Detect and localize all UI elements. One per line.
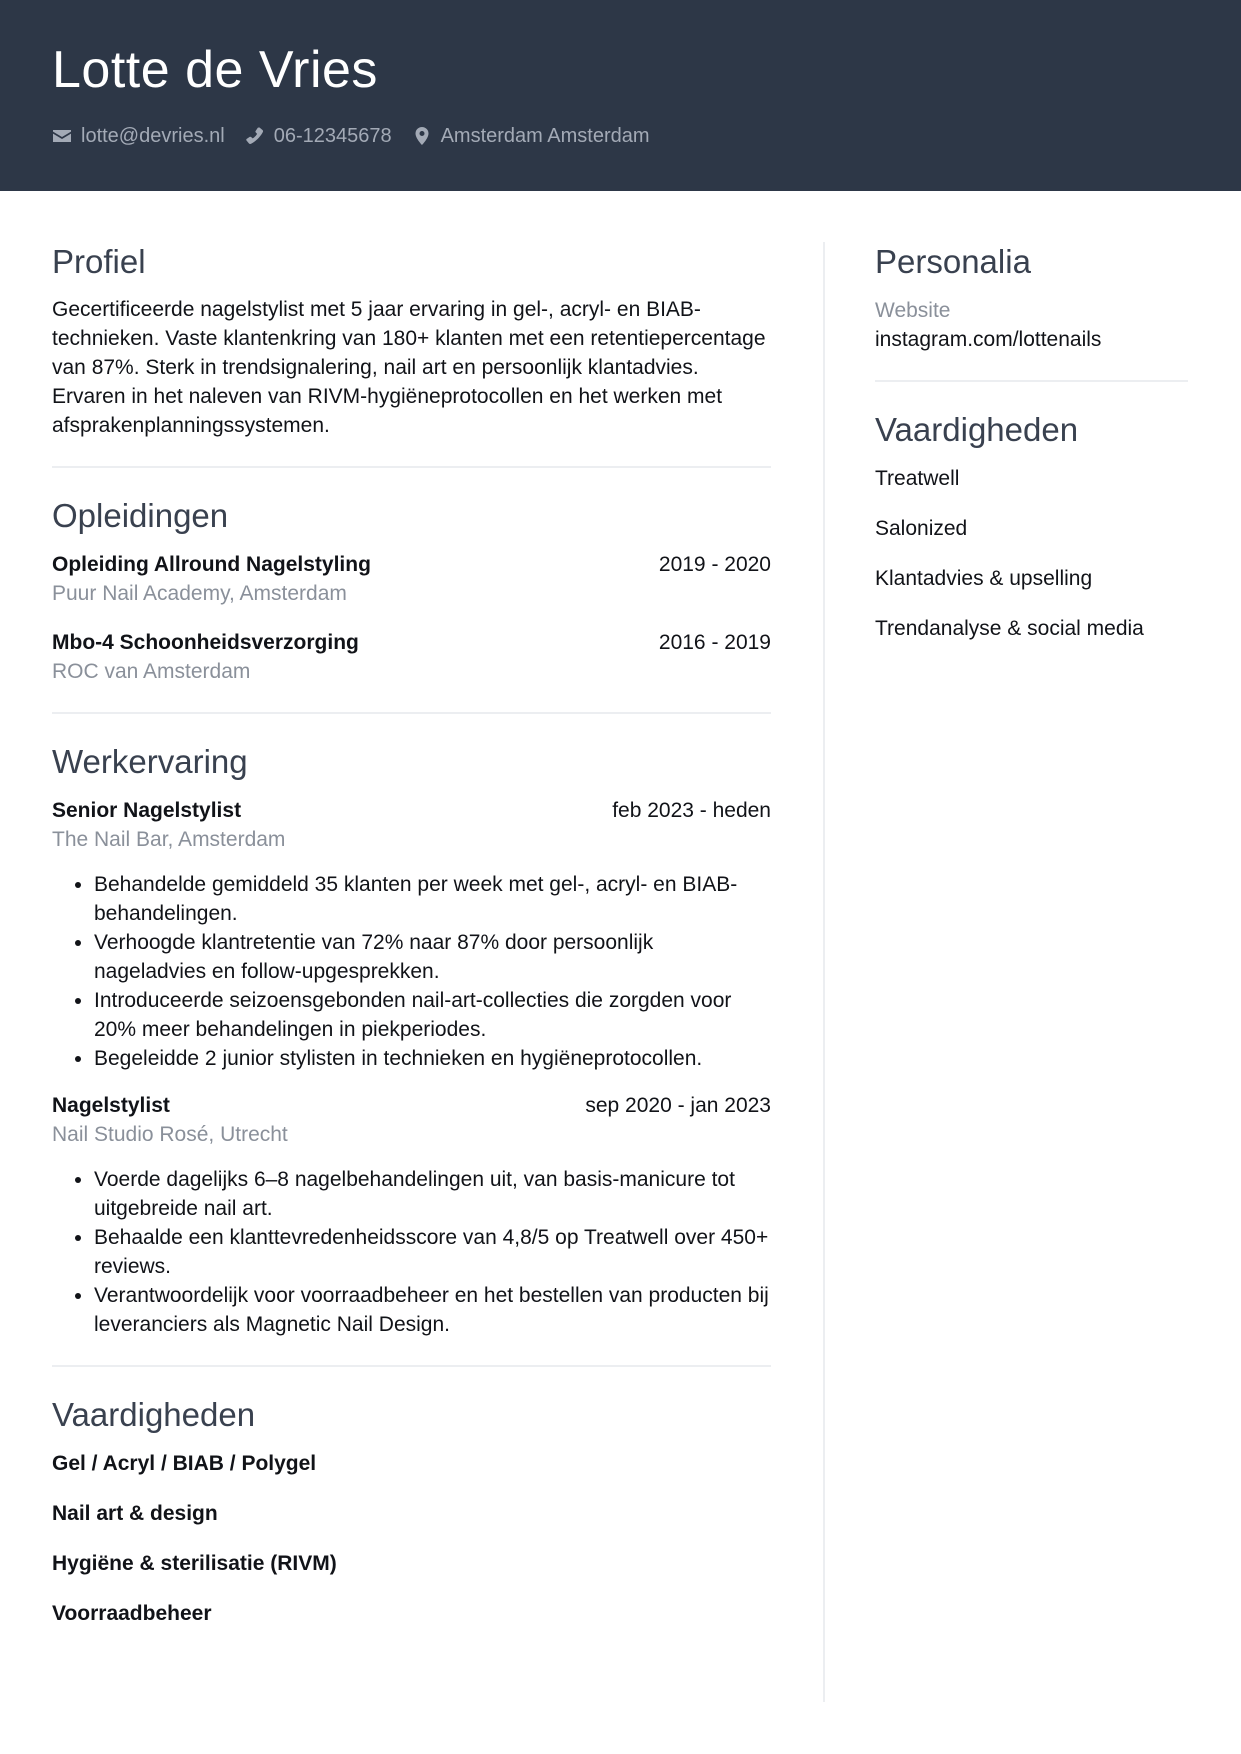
email-text: lotte@devries.nl [81,124,225,147]
sidebar [875,242,1188,664]
job-dates: feb 2023 - heden [612,799,771,822]
section-divider [52,466,771,468]
job-bullet: • Begeleidde 2 junior stylisten in technieken en hygiëneprotocollen. [94,1044,771,1073]
experience-section [52,742,771,1339]
sidebar-skill-item: Trendanalyse & social media [875,617,1144,640]
education-section [52,496,771,686]
contact-phone [245,125,392,148]
phone-icon [245,126,265,146]
education-heading: Opleidingen [52,497,229,534]
phone-text: 06-12345678 [273,124,392,147]
education-item [52,550,771,608]
column-divider [823,242,825,1702]
skill-item: Voorraadbeheer [52,1602,212,1625]
education-item [52,628,771,686]
job-company: Nail Studio Rosé, Utrecht [52,1123,288,1146]
education-dates: 2019 - 2020 [658,553,771,576]
job-bullets [52,1165,771,1339]
skills-heading: Vaardigheden [52,1396,256,1433]
personal-heading: Personalia [875,243,1031,280]
job-company: The Nail Bar, Amsterdam [52,828,286,851]
candidate-name: Lotte de Vries [52,41,378,99]
contact-email [52,125,225,148]
education-title: Opleiding Allround Nagelstyling [52,553,371,576]
profile-section [52,242,771,440]
job-item [52,1091,771,1339]
job-bullet: • Introduceerde seizoensgebonden nail-art-collecties die zorgden voor 20% meer behandelingen in piekperiodes. [94,986,771,1044]
job-bullets [52,870,771,1073]
skill-item: Hygiëne & sterilisatie (RIVM) [52,1552,337,1575]
job-title: Nagelstylist [52,1094,170,1117]
job-item [52,796,771,1073]
profile-text: Gecertificeerde nagelstylist met 5 jaar ervaring in gel-, acryl- en BIAB-technieken. Vaste klantenkring van 180+ klanten met een retentiepercentage van 87%. Sterk in trendsignalering, nail art en persoonlijk klantadvies. Ervaren in het naleven van RIVM-hygiëneprotocollen en het werken met afsprakenplanningssystemen. [52,298,766,437]
envelope-icon [52,126,72,146]
profile-heading: Profiel [52,243,146,280]
job-bullet: • Behaalde een klanttevredenheidsscore van 4,8/5 op Treatwell over 450+ reviews. [94,1223,771,1281]
contact-location [412,125,650,148]
job-bullet: • Verantwoordelijk voor voorraadbeheer en het bestellen van producten bij leveranciers als Magnetic Nail Design. [94,1281,771,1339]
sidebar-skill-item: Treatwell [875,467,960,490]
section-divider [875,380,1188,382]
skill-item: Gel / Acryl / BIAB / Polygel [52,1452,317,1475]
education-dates: 2016 - 2019 [658,631,771,654]
sidebar-skill-item: Salonized [875,517,968,540]
education-title: Mbo-4 Schoonheidsverzorging [52,631,359,654]
sidebar-skills-heading: Vaardigheden [875,411,1079,448]
job-title: Senior Nagelstylist [52,799,242,822]
map-pin-icon [412,126,432,146]
main-column [52,242,771,1649]
website-label: Website [875,299,951,322]
section-divider [52,1365,771,1367]
contact-bar [52,124,670,148]
education-school: Puur Nail Academy, Amsterdam [52,582,347,605]
skills-section [52,1395,771,1628]
header-banner [0,0,1241,191]
job-bullet: • Verhoogde klantretentie van 72% naar 87% door persoonlijk nageladvies en follow-upgesprekken. [94,928,771,986]
job-bullet: • Behandelde gemiddeld 35 klanten per week met gel-, acryl- en BIAB-behandelingen. [94,870,771,928]
job-dates: sep 2020 - jan 2023 [585,1094,771,1117]
section-divider [52,712,771,714]
location-text: Amsterdam Amsterdam [440,124,650,147]
skill-item: Nail art & design [52,1502,218,1525]
job-bullet: • Voerde dagelijks 6–8 nagelbehandelingen uit, van basis-manicure tot uitgebreide nail art. [94,1165,771,1223]
website-link[interactable]: instagram.com/lottenails [875,328,1102,351]
personal-section [875,242,1188,354]
sidebar-skill-item: Klantadvies & upselling [875,567,1093,590]
sidebar-skills-section [875,410,1188,643]
education-school: ROC van Amsterdam [52,660,251,683]
experience-heading: Werkervaring [52,743,248,780]
